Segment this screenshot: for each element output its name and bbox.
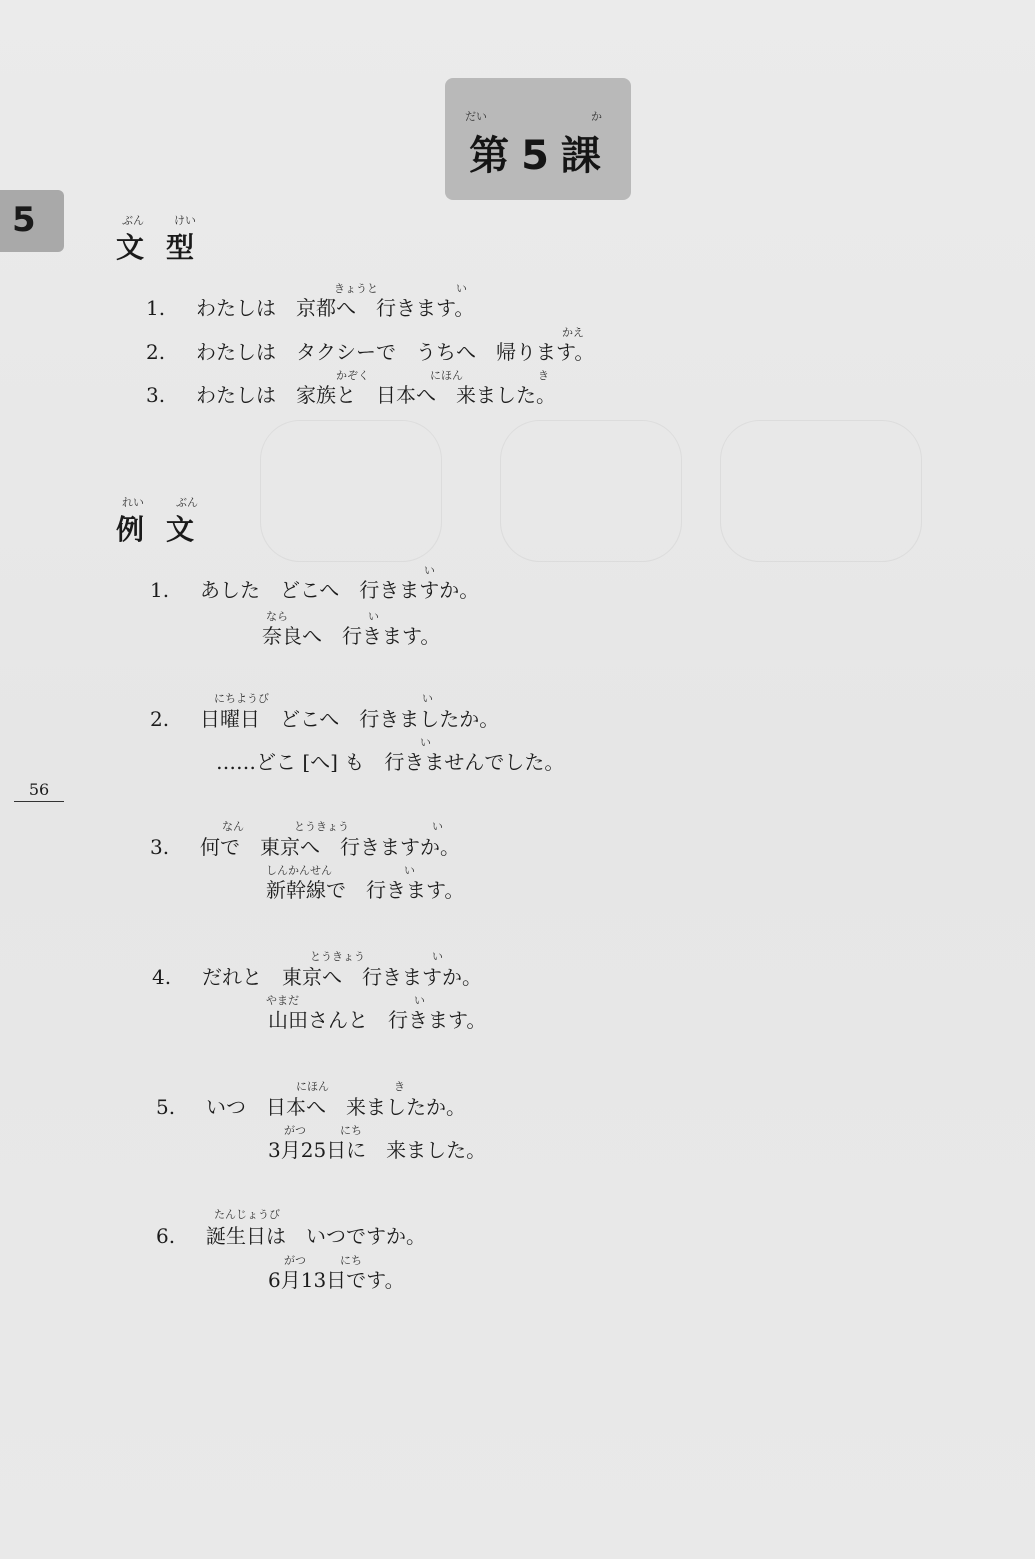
line-number: 3. bbox=[150, 835, 170, 859]
furigana: い bbox=[368, 610, 379, 623]
furigana: い bbox=[432, 820, 443, 833]
question-text: だれと 東京へ 行きますか。 bbox=[202, 965, 482, 989]
furigana: い bbox=[424, 564, 435, 577]
question-text: 誕生日は いつですか。 bbox=[206, 1224, 426, 1248]
line-number: 1. bbox=[146, 296, 166, 320]
lesson-title-box bbox=[445, 78, 631, 200]
question-text: いつ 日本へ 来ましたか。 bbox=[206, 1095, 466, 1119]
furigana: がつ bbox=[284, 1254, 306, 1267]
example-answer: 山田さんと 行きます。 bbox=[268, 1008, 487, 1032]
furigana: にち bbox=[340, 1254, 362, 1267]
sentence-pattern-line bbox=[146, 292, 474, 321]
furigana: い bbox=[422, 692, 433, 705]
furigana: き bbox=[394, 1080, 405, 1093]
example-question bbox=[150, 574, 479, 603]
example-question bbox=[156, 1091, 466, 1120]
sentence-pattern-line bbox=[146, 379, 556, 408]
bleed-through-shape bbox=[500, 420, 682, 562]
chapter-tab-number: 5 bbox=[12, 200, 36, 240]
chapter-side-tab bbox=[0, 190, 64, 252]
furigana: にほん bbox=[296, 1080, 329, 1093]
furigana: にほん bbox=[430, 369, 463, 382]
sentence-text: わたしは タクシーで うちへ 帰ります。 bbox=[196, 340, 595, 364]
line-number: 2. bbox=[146, 340, 166, 364]
line-number: 6. bbox=[156, 1224, 176, 1248]
furigana: とうきょう bbox=[294, 820, 349, 833]
furigana: かえ bbox=[562, 326, 584, 339]
line-number: 5. bbox=[156, 1095, 176, 1119]
example-answer: 新幹線で 行きます。 bbox=[266, 878, 465, 902]
furigana: がつ bbox=[284, 1124, 306, 1137]
furigana: ぶん bbox=[122, 214, 144, 227]
lesson-title-kanji: 課 bbox=[560, 133, 607, 179]
example-answer: 奈良へ 行きます。 bbox=[262, 624, 441, 648]
example-answer: 3月25日に 来ました。 bbox=[268, 1138, 487, 1162]
furigana: たんじょうび bbox=[214, 1208, 280, 1221]
furigana: にちようび bbox=[214, 692, 269, 705]
section-heading-bunkei: 文型 bbox=[116, 231, 217, 264]
furigana: やまだ bbox=[266, 994, 299, 1007]
furigana: にち bbox=[340, 1124, 362, 1137]
sentence-pattern-line bbox=[146, 336, 594, 365]
example-question bbox=[150, 703, 499, 732]
bleed-through-shape bbox=[720, 420, 922, 562]
furigana: い bbox=[414, 994, 425, 1007]
question-text: 何で 東京へ 行きますか。 bbox=[200, 835, 460, 859]
furigana: ぶん bbox=[176, 496, 198, 509]
lesson-title-kanji: 第 bbox=[469, 133, 516, 179]
page-number: 56 bbox=[14, 780, 64, 802]
furigana: い bbox=[420, 736, 431, 749]
lesson-number: 5 bbox=[521, 133, 555, 179]
furigana: か bbox=[591, 110, 602, 123]
furigana: かぞく bbox=[336, 369, 369, 382]
furigana: しんかんせん bbox=[266, 864, 332, 877]
section-heading-reibun: 例文 bbox=[116, 513, 217, 546]
question-text: あした どこへ 行きますか。 bbox=[200, 578, 480, 602]
bleed-through-shape bbox=[260, 420, 442, 562]
example-question bbox=[152, 961, 482, 990]
example-question bbox=[150, 831, 460, 860]
furigana: い bbox=[404, 864, 415, 877]
furigana: だい bbox=[465, 110, 487, 123]
line-number: 3. bbox=[146, 383, 166, 407]
furigana: とうきょう bbox=[310, 950, 365, 963]
sentence-text: わたしは 家族と 日本へ 来ました。 bbox=[196, 383, 556, 407]
question-text: 日曜日 どこへ 行きましたか。 bbox=[200, 707, 500, 731]
furigana: れい bbox=[122, 496, 144, 509]
example-question bbox=[156, 1220, 426, 1249]
example-answer: ……どこ [へ] も 行きませんでした。 bbox=[216, 750, 565, 774]
line-number: 1. bbox=[150, 578, 170, 602]
line-number: 2. bbox=[150, 707, 170, 731]
lesson-title bbox=[445, 124, 631, 181]
example-answer: 6月13日です。 bbox=[268, 1268, 405, 1292]
furigana: なん bbox=[222, 820, 244, 833]
furigana: き bbox=[538, 369, 549, 382]
line-number: 4. bbox=[152, 965, 172, 989]
sentence-text: わたしは 京都へ 行きます。 bbox=[196, 296, 475, 320]
furigana: きょうと bbox=[334, 282, 378, 295]
furigana: い bbox=[456, 282, 467, 295]
furigana: なら bbox=[266, 610, 288, 623]
furigana: けい bbox=[174, 214, 196, 227]
furigana: い bbox=[432, 950, 443, 963]
